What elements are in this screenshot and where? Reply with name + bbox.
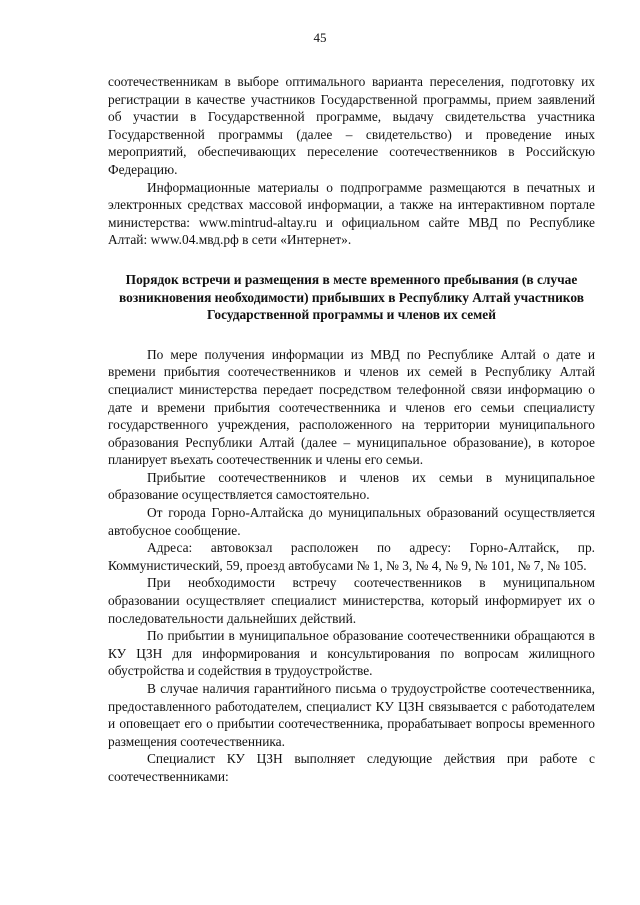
paragraph-guarantee-letter: В случае наличия гарантийного письма о трудоустройстве соотечественника, предоставленного работодателем, специалист КУ ЦЗН связывается с работодателем и оповещает его о прибытии соотечественника, прорабатывает вопросы временного размещения соотечественника. (108, 681, 595, 749)
paragraph-continuation: соотечественникам в выборе оптимального варианта переселения, подготовку их регистрации в качестве участников Государственной программы, прием заявлений об участии в Государственной программе, выдачу свидетельства участника Государственной программы (далее – свидетельство) и проведение иных мероприятий, обеспечивающих переселение соотечественников в Российскую Федерацию. (108, 74, 595, 177)
paragraph-bus-service: От города Горно-Алтайска до муниципальных образований осуществляется автобусное сообщение. (108, 505, 595, 538)
paragraph-info-materials: Информационные материалы о подпрограмме размещаются в печатных и электронных средствах массовой информации, а также на интерактивном портале министерства: www.mintrud-altay.ru и официальном сайте МВД по Республике Алтай: www.04.мвд.рф в сети «Интернет». (108, 179, 595, 248)
paragraph-meeting: При необходимости встречу соотечественников в муниципальном образовании осуществляет специалист министерства, который информирует их о последовательности дальнейших действий. (108, 575, 595, 626)
section-heading: Порядок встречи и размещения в месте временного пребывания (в случае возникновения необходимости) прибывших в Республику Алтай участников Государственной программы и членов их семей (119, 271, 584, 323)
page-number: 45 (313, 30, 327, 45)
paragraph-arrival-info: По мере получения информации из МВД по Республике Алтай о дате и времени прибытия соотечественников и членов их семей в Республику Алтай специалист министерства передает посредством телефонной связи информацию о дате и времени прибытия соотечественника и членов его семьи специалисту государственного учреждения, расположенного на территории муниципального образования Республики Алтай (далее – муниципальное образование), в которое планирует въехать соотечественник и члены его семьи. (108, 346, 595, 468)
paragraph-arrival-self: Прибытие соотечественников и членов их семьи в муниципальное образование осуществляется самостоятельно. (108, 469, 595, 503)
paragraph-addresses: Адреса: автовокзал расположен по адресу: Горно-Алтайск, пр. Коммунистический, 59, проезд автобусами № 1, № 3, № 4, № 9, № 101, № 7, № 105. (108, 540, 595, 573)
document-body (108, 73, 595, 786)
paragraph-czn-contact: По прибытии в муниципальное образование соотечественники обращаются в КУ ЦЗН для информирования и консультирования по вопросам жилищного обустройства и содействия в трудоустройстве. (108, 628, 595, 679)
paragraph-specialist-actions: Специалист КУ ЦЗН выполняет следующие действия при работе с соотечественниками: (108, 751, 595, 784)
